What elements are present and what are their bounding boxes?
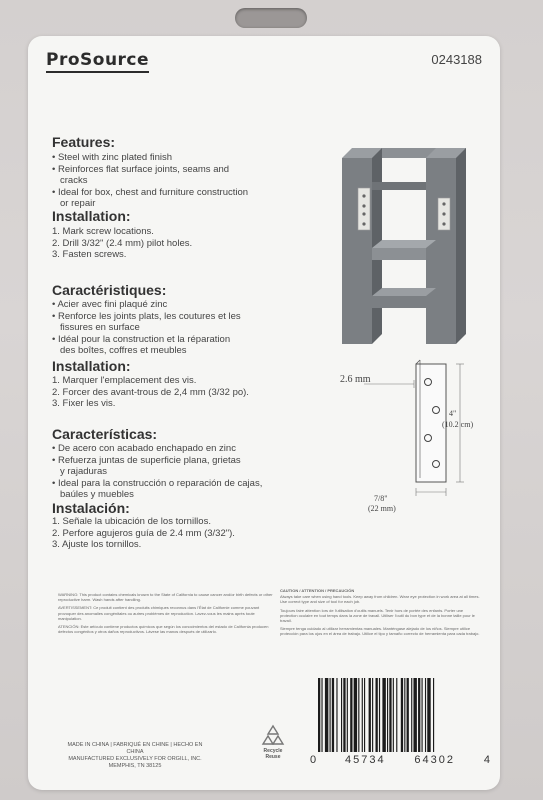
barcode-bar bbox=[401, 678, 403, 752]
barcode-bar bbox=[404, 678, 405, 752]
barcode-bar bbox=[376, 678, 378, 752]
list-item: des boîtes, coffres et meubles bbox=[60, 345, 187, 356]
warning-text-block bbox=[58, 592, 273, 637]
list-item: 1. Mark screw locations. bbox=[52, 226, 154, 237]
barcode-bar bbox=[411, 678, 412, 752]
thickness-label: 2.6 mm bbox=[340, 374, 371, 385]
barcode-bar bbox=[393, 678, 394, 752]
barcode-bar bbox=[382, 678, 385, 752]
barcode-bar bbox=[413, 678, 416, 752]
list-item: • De acero con acabado enchapado en zinc bbox=[52, 443, 236, 454]
width-mm-label: (22 mm) bbox=[368, 504, 396, 513]
barcode-bar bbox=[407, 678, 409, 752]
barcode-bar bbox=[389, 678, 391, 752]
barcode-bar bbox=[418, 678, 420, 752]
install-title-fr: Installation: bbox=[52, 358, 131, 374]
recycle-icon bbox=[261, 724, 285, 746]
barcode-bar bbox=[422, 678, 423, 752]
barcode-bar bbox=[379, 678, 380, 752]
list-item: • Reinforces flat surface joints, seams and bbox=[52, 163, 230, 175]
caution-en: Always take care when using hand tools. Keep away from children. Wear eye protection in work area at all times. Use correct type and size of tool for each job. bbox=[280, 594, 480, 605]
barcode-bar bbox=[396, 678, 397, 752]
list-item: 3. Fasten screws. bbox=[52, 249, 127, 260]
barcode-bar bbox=[358, 678, 359, 752]
barcode-bar bbox=[330, 678, 331, 752]
list-item: • Idéal pour la construction et la réparation bbox=[52, 333, 231, 345]
list-item: • Refuerza juntas de superficie plana, grietas bbox=[52, 454, 241, 466]
made-in-block: MADE IN CHINA | FABRIQUÉ EN CHINE | HECHO EN CHINA MANUFACTURED EXCLUSIVELY FOR ORGILL, INC. MEMPHIS, TN 38125 bbox=[67, 742, 203, 769]
list-item: • Acier avec fini plaqué zinc bbox=[52, 299, 168, 310]
recycle-mark: Recycle Reuse bbox=[254, 724, 292, 760]
list-item: y rajaduras bbox=[60, 466, 107, 477]
barcode-bar bbox=[427, 678, 430, 752]
barcode-bar bbox=[350, 678, 352, 752]
barcode bbox=[314, 678, 484, 754]
features-list-en bbox=[52, 152, 327, 210]
list-item: cracks bbox=[60, 175, 88, 186]
barcode-bar bbox=[343, 678, 345, 752]
barcode-bar bbox=[354, 678, 357, 752]
hang-hole bbox=[235, 8, 307, 28]
barcode-bar bbox=[362, 678, 363, 752]
list-item: • Ideal for box, chest and furniture construction bbox=[52, 186, 249, 198]
barcode-bar bbox=[321, 678, 322, 752]
install-title-en: Installation: bbox=[52, 208, 131, 224]
upc-digits: 0 45734 64302 4 bbox=[310, 754, 490, 766]
barcode-bar bbox=[372, 678, 373, 752]
barcode-bar bbox=[364, 678, 365, 752]
brand-logo: ProSource bbox=[46, 50, 149, 73]
width-in-label: 7/8" bbox=[374, 494, 388, 503]
barcode-bar bbox=[336, 678, 337, 752]
barcode-bar bbox=[318, 678, 320, 752]
barcode-bar bbox=[433, 678, 434, 752]
features-list-fr bbox=[52, 299, 327, 357]
length-mm-label: (10.2 cm) bbox=[442, 420, 474, 429]
install-list-es bbox=[52, 516, 327, 551]
install-list-en bbox=[52, 226, 327, 261]
list-item: 3. Fixer les vis. bbox=[52, 398, 116, 409]
frame-joint-illustration bbox=[326, 148, 476, 344]
features-title-es: Características: bbox=[52, 426, 158, 442]
barcode-bar bbox=[425, 678, 426, 752]
barcode-bar bbox=[387, 678, 388, 752]
list-item: • Renforce les joints plats, les coutures et les bbox=[52, 310, 241, 322]
list-item: fissures en surface bbox=[60, 322, 140, 333]
warning-fr: AVERTISSEMENT: Ce produit contient des produits chimiques reconnus dans l'État de Californie comme pouvant provoquer des anomalies congénitales ou autres problèmes de reproduction. Lavez-vous les mains après toute manipulation. bbox=[58, 605, 260, 621]
caution-text-block bbox=[280, 588, 480, 640]
barcode-bar bbox=[332, 678, 334, 752]
caution-title: CAUTION / ATTENTION / PRECAUCIÓN bbox=[280, 588, 355, 593]
barcode-bar bbox=[325, 678, 328, 752]
list-item: 2. Forcer des avant-trous de 2,4 mm (3/32 po). bbox=[52, 386, 249, 398]
list-item: 2. Drill 3/32" (2.4 mm) pilot holes. bbox=[52, 237, 193, 249]
list-item: • Ideal para la construcción o reparación de cajas, bbox=[52, 477, 263, 489]
install-title-es: Instalación: bbox=[52, 500, 130, 516]
list-item: 2. Perfore agujeros guía de 2.4 mm (3/32"). bbox=[52, 527, 235, 539]
warning-en: WARNING: This product contains chemicals known to the State of California to cause cancer and/or birth defects or other reproductive harm. Wash hands after handling. bbox=[58, 592, 273, 603]
list-item: baúles y muebles bbox=[60, 489, 134, 500]
product-code: 0243188 bbox=[431, 52, 482, 67]
barcode-bar bbox=[347, 678, 348, 752]
features-list-es bbox=[52, 443, 327, 501]
barcode-bar bbox=[369, 678, 371, 752]
warning-es: ATENCIÓN: Este artículo contiene productos químicos que según los conocimientos del estado de California producen defectos congénitos y otros daños reproductivos. Lávese las manos después de utilizarlo. bbox=[58, 624, 269, 635]
list-item: 3. Ajuste los tornillos. bbox=[52, 539, 142, 550]
features-title-en: Features: bbox=[52, 134, 116, 150]
list-item: or repair bbox=[60, 198, 96, 209]
list-item: • Steel with zinc plated finish bbox=[52, 152, 173, 163]
features-title-fr: Caractéristiques: bbox=[52, 282, 167, 298]
length-in-label: 4" bbox=[449, 409, 457, 418]
list-item: 1. Señale la ubicación de los tornillos. bbox=[52, 516, 211, 527]
package-card bbox=[28, 36, 500, 790]
caution-es: Siempre tenga cuidado al utilizar herramientas manuales. Manténgase alejado de los niños. Siempre utilice protección para los ojos en el área de trabajo. Utilice el tipo y tamaño correcto de herramienta para cada trabajo. bbox=[280, 626, 480, 637]
list-item: 1. Marquer l'emplacement des vis. bbox=[52, 375, 197, 386]
caution-fr: Toujours faire attention lors de l'utilisation d'outils manuels. Tenir hors de portée des enfants. Porter une protection oculaire en tout temps dans la zone de travail. Utiliser l'outil du bon type et de la bonne taille pour le travail. bbox=[280, 607, 475, 624]
install-list-fr bbox=[52, 375, 327, 410]
barcode-bar bbox=[341, 678, 342, 752]
